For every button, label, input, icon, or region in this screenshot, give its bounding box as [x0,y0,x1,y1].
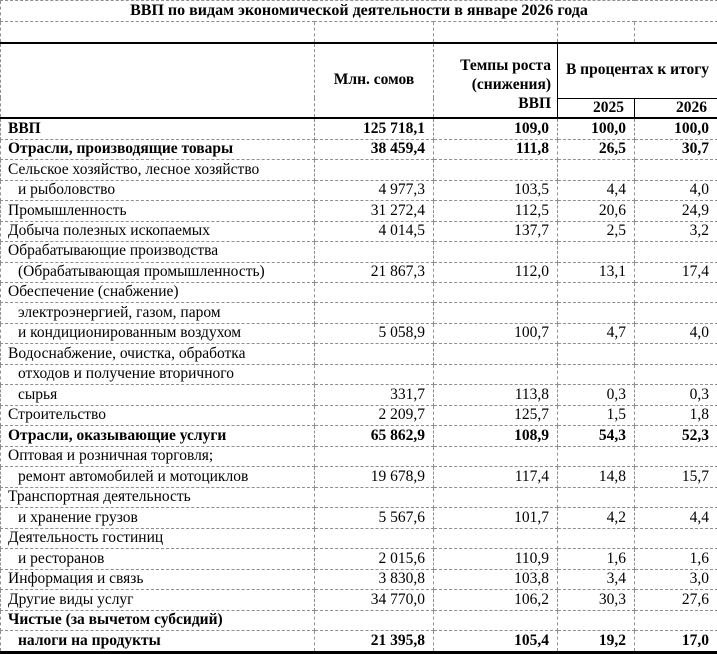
table-row [1,262,717,282]
value-percent-2026: 52,3 [635,426,717,446]
value-percent-2025: 0,3 [558,385,635,405]
value-percent-2026 [635,528,717,548]
table-row [1,344,717,364]
table-row [1,446,717,466]
value-percent-2026: 24,9 [635,201,717,221]
value-mln-somov: 4 977,3 [315,180,434,200]
table-row [1,221,717,241]
value-growth-rate [434,303,558,323]
value-growth-rate [434,160,558,180]
spacer-cell [315,22,434,44]
value-mln-somov: 65 862,9 [315,426,434,446]
row-label: Обрабатывающие производства [1,242,315,262]
table-row [1,323,717,343]
value-mln-somov: 31 272,4 [315,201,434,221]
row-label: и хранение грузов [1,508,315,528]
table-row [1,487,717,507]
row-label: Чистые (за вычетом субсидий) [1,610,315,630]
table-row [1,549,717,569]
row-label: и рыболовство [1,180,315,200]
value-percent-2026: 17,0 [635,631,717,653]
value-mln-somov [315,446,434,466]
row-label: Другие виды услуг [1,590,315,610]
table-body [1,1,717,653]
spacer-cell [635,22,717,44]
value-growth-rate: 137,7 [434,221,558,241]
row-label: отходов и получение вторичного [1,364,315,384]
value-percent-2025 [558,487,635,507]
table-row [1,569,717,589]
value-percent-2025: 3,4 [558,569,635,589]
value-mln-somov [315,364,434,384]
table-row [1,242,717,262]
value-growth-rate [434,446,558,466]
value-percent-2025 [558,446,635,466]
value-mln-somov: 2 015,6 [315,549,434,569]
value-percent-2025: 54,3 [558,426,635,446]
table-row [1,610,717,630]
value-percent-2026: 3,2 [635,221,717,241]
row-label: Деятельность гостиниц [1,528,315,548]
table-row [1,180,717,200]
value-percent-2025: 13,1 [558,262,635,282]
value-percent-2025 [558,528,635,548]
table-row [1,118,717,139]
value-percent-2025: 30,3 [558,590,635,610]
row-label: Сельское хозяйство, лесное хозяйство [1,160,315,180]
value-growth-rate [434,364,558,384]
growth-header-line: ВВП [518,94,551,112]
row-label: электроэнергией, газом, паром [1,303,315,323]
value-percent-2026 [635,446,717,466]
value-growth-rate: 108,9 [434,426,558,446]
value-percent-2026: 100,0 [635,118,717,139]
value-percent-2026 [635,160,717,180]
row-label: Информация и связь [1,569,315,589]
value-mln-somov: 21 867,3 [315,262,434,282]
value-growth-rate: 112,0 [434,262,558,282]
value-mln-somov: 125 718,1 [315,118,434,139]
row-label: Отрасли, производящие товары [1,139,315,159]
value-percent-2025 [558,160,635,180]
row-label: Оптовая и розничная торговля; [1,446,315,466]
table-row [1,201,717,221]
growth-header-line: (снижения) [471,75,551,93]
value-mln-somov: 3 830,8 [315,569,434,589]
value-growth-rate: 113,8 [434,385,558,405]
table-title-row [1,1,717,22]
value-percent-2025 [558,283,635,303]
row-label: Промышленность [1,201,315,221]
value-percent-2026: 27,6 [635,590,717,610]
value-percent-2025: 1,6 [558,549,635,569]
value-growth-rate [434,610,558,630]
table-row [1,426,717,446]
value-mln-somov [315,303,434,323]
table-row [1,385,717,405]
value-percent-2025: 19,2 [558,631,635,653]
table-row [1,139,717,159]
value-mln-somov [315,610,434,630]
table-row [1,364,717,384]
table-row [1,590,717,610]
value-percent-2026 [635,242,717,262]
value-growth-rate: 100,7 [434,323,558,343]
spacer-cell [434,22,558,44]
column-header-percent-of-total: В процентах к итогу [558,43,717,98]
value-growth-rate [434,283,558,303]
table-row [1,508,717,528]
table-row [1,467,717,487]
value-percent-2025 [558,364,635,384]
value-percent-2025: 4,7 [558,323,635,343]
value-mln-somov [315,344,434,364]
value-percent-2025: 4,4 [558,180,635,200]
table-row [1,303,717,323]
row-label: Добыча полезных ископаемых [1,221,315,241]
page-title: ВВП по видам экономической деятельности в январе 2026 года [1,1,717,22]
value-percent-2026: 4,0 [635,180,717,200]
value-mln-somov: 21 395,8 [315,631,434,653]
value-mln-somov [315,283,434,303]
value-percent-2026 [635,303,717,323]
row-label: Строительство [1,405,315,425]
value-percent-2026: 30,7 [635,139,717,159]
value-percent-2025: 14,8 [558,467,635,487]
value-mln-somov [315,160,434,180]
value-growth-rate: 117,4 [434,467,558,487]
value-mln-somov [315,487,434,507]
value-percent-2025: 26,5 [558,139,635,159]
value-growth-rate [434,528,558,548]
column-header-year-2026: 2026 [635,98,717,118]
spacer-row [1,22,717,44]
value-mln-somov: 34 770,0 [315,590,434,610]
value-growth-rate: 103,8 [434,569,558,589]
value-percent-2025: 20,6 [558,201,635,221]
row-label: ВВП [1,118,315,139]
table-row [1,283,717,303]
value-percent-2026: 15,7 [635,467,717,487]
value-growth-rate: 110,9 [434,549,558,569]
value-percent-2026: 3,0 [635,569,717,589]
value-percent-2026: 1,6 [635,549,717,569]
table-row [1,405,717,425]
table-row [1,160,717,180]
spacer-cell [558,22,635,44]
value-mln-somov: 38 459,4 [315,139,434,159]
row-label: Обеспечение (снабжение) [1,283,315,303]
value-growth-rate [434,344,558,364]
value-percent-2025 [558,610,635,630]
row-label: сырья [1,385,315,405]
row-label: Водоснабжение, очистка, обработка [1,344,315,364]
value-mln-somov: 2 209,7 [315,405,434,425]
row-label: Отрасли, оказывающие услуги [1,426,315,446]
value-mln-somov: 19 678,9 [315,467,434,487]
column-header-year-2025: 2025 [558,98,635,118]
value-percent-2025: 1,5 [558,405,635,425]
value-growth-rate: 109,0 [434,118,558,139]
value-percent-2025: 100,0 [558,118,635,139]
table-row [1,528,717,548]
row-label: ремонт автомобилей и мотоциклов [1,467,315,487]
row-label: Транспортная деятельность [1,487,315,507]
growth-header-line: Темпы роста [460,57,551,75]
value-percent-2026 [635,487,717,507]
spacer-cell [1,22,315,44]
row-label: и ресторанов [1,549,315,569]
value-mln-somov: 331,7 [315,385,434,405]
table-row [1,631,717,653]
value-growth-rate: 101,7 [434,508,558,528]
value-percent-2025: 4,2 [558,508,635,528]
value-percent-2025: 2,5 [558,221,635,241]
value-growth-rate: 111,8 [434,139,558,159]
value-percent-2026 [635,610,717,630]
value-percent-2025 [558,344,635,364]
value-growth-rate: 105,4 [434,631,558,653]
value-growth-rate [434,487,558,507]
value-growth-rate [434,242,558,262]
column-header-mln-somov: Млн. сомов [315,43,434,118]
value-percent-2026 [635,283,717,303]
row-label: (Обрабатывающая промышленность) [1,262,315,282]
value-percent-2026: 0,3 [635,385,717,405]
header-corner-cell [1,43,315,118]
value-growth-rate: 112,5 [434,201,558,221]
value-percent-2025 [558,242,635,262]
value-mln-somov: 5 058,9 [315,323,434,343]
value-mln-somov [315,528,434,548]
column-header-row [1,43,717,98]
value-percent-2026: 4,4 [635,508,717,528]
value-percent-2026: 1,8 [635,405,717,425]
value-mln-somov: 4 014,5 [315,221,434,241]
value-mln-somov: 5 567,6 [315,508,434,528]
value-growth-rate: 125,7 [434,405,558,425]
value-percent-2026: 4,0 [635,323,717,343]
row-label: и кондиционированным воздухом [1,323,315,343]
value-percent-2026 [635,344,717,364]
value-growth-rate: 106,2 [434,590,558,610]
column-header-growth-rate [434,43,558,118]
row-label: налоги на продукты [1,631,315,653]
value-growth-rate: 103,5 [434,180,558,200]
value-percent-2026 [635,364,717,384]
value-percent-2026: 17,4 [635,262,717,282]
value-percent-2025 [558,303,635,323]
value-mln-somov [315,242,434,262]
